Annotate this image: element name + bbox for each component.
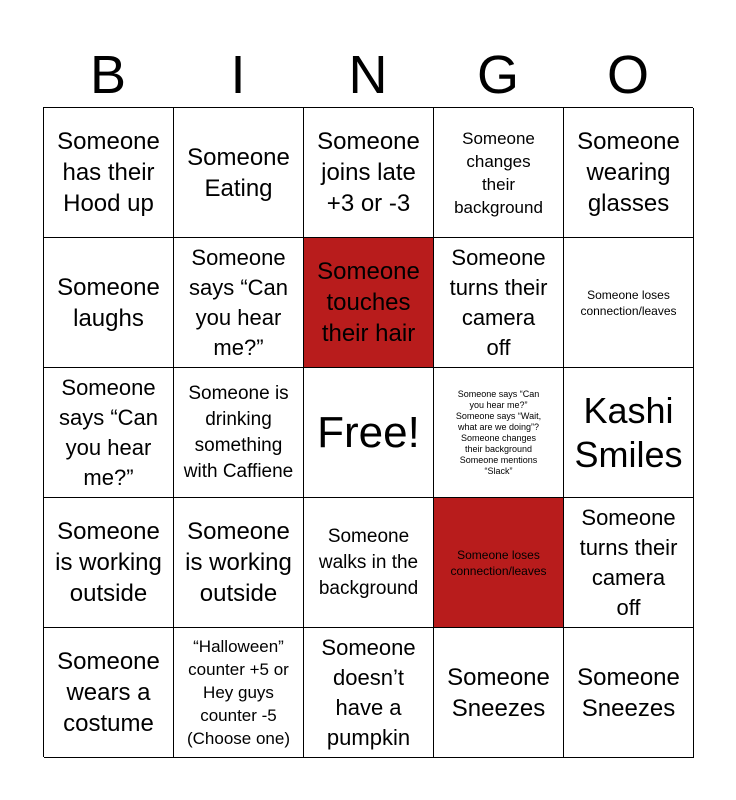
bingo-cell[interactable] <box>564 498 694 628</box>
header-letter-o: O <box>606 45 649 105</box>
bingo-cell-text: Someone wears a costume <box>57 648 160 737</box>
bingo-header <box>43 42 693 108</box>
bingo-cell-text: Someone walks in the background <box>318 525 419 599</box>
bingo-cell-text: Someone doesn’t have a pumpkin <box>321 634 416 750</box>
bingo-cell-text: Someone touches their hair <box>317 258 420 347</box>
bingo-board <box>43 107 693 757</box>
bingo-cell-text: Someone loses connection/leaves <box>450 547 547 578</box>
bingo-cell-text: Someone joins late +3 or -3 <box>317 128 420 217</box>
bingo-cell[interactable] <box>174 498 304 628</box>
bingo-cell[interactable] <box>44 498 174 628</box>
bingo-cell[interactable] <box>434 238 564 368</box>
bingo-cell-text: Someone is drinking something with Caffiene <box>183 382 294 482</box>
bingo-cell[interactable] <box>174 368 304 498</box>
bingo-cell-text: Free! <box>317 407 420 457</box>
bingo-cell-text: “Halloween” counter +5 or Hey guys counter -5 (Choose one) <box>186 637 290 748</box>
bingo-cell[interactable] <box>304 368 434 498</box>
bingo-cell[interactable] <box>434 368 564 498</box>
bingo-cell-text: Someone wearing glasses <box>577 128 680 217</box>
bingo-cell-text: Kashi Smiles <box>574 389 683 475</box>
bingo-cell[interactable] <box>44 368 174 498</box>
bingo-cell-text: Someone says “Can you hear me?” <box>58 374 159 490</box>
bingo-cell-text: Someone Eating <box>187 143 290 202</box>
bingo-cell-text: Someone says “Can you hear me?” <box>188 244 289 360</box>
bingo-cell[interactable] <box>564 628 694 758</box>
bingo-cell[interactable] <box>304 628 434 758</box>
bingo-cell[interactable] <box>174 628 304 758</box>
bingo-cell[interactable] <box>304 498 434 628</box>
bingo-cell[interactable] <box>434 628 564 758</box>
header-letter-n: N <box>348 45 388 105</box>
bingo-cell[interactable] <box>564 238 694 368</box>
bingo-cell-text: Someone loses connection/leaves <box>580 287 677 318</box>
bingo-cell-text: Someone Sneezes <box>577 663 680 722</box>
header-letter-b: B <box>89 45 127 105</box>
bingo-cell-text: Someone Sneezes <box>447 663 550 722</box>
bingo-cell[interactable] <box>44 238 174 368</box>
bingo-cell[interactable] <box>564 108 694 238</box>
bingo-cell-marked[interactable] <box>304 238 434 368</box>
header-letter-i: I <box>230 45 246 105</box>
bingo-cell[interactable] <box>174 238 304 368</box>
bingo-cell-text: Someone laughs <box>57 273 160 332</box>
bingo-cell-text: Someone turns their camera off <box>449 244 548 360</box>
bingo-cell-text: Someone changes their background <box>454 128 543 217</box>
bingo-cell-text: Someone is working outside <box>185 518 292 607</box>
bingo-cell[interactable] <box>174 108 304 238</box>
bingo-cell[interactable] <box>434 108 564 238</box>
bingo-cell[interactable] <box>44 628 174 758</box>
bingo-cell-text: Someone is working outside <box>55 518 162 607</box>
bingo-cell[interactable] <box>564 368 694 498</box>
bingo-cell[interactable] <box>44 108 174 238</box>
header-letter-g: G <box>476 45 519 105</box>
bingo-cell[interactable] <box>304 108 434 238</box>
bingo-cell-text: Someone has their Hood up <box>57 128 160 217</box>
bingo-cell-marked[interactable] <box>434 498 564 628</box>
bingo-cell-text: Someone says “Can you hear me?” Someone says “Wait, what are we doing”? Someone changes their background Someone mentions “Slack” <box>455 388 542 476</box>
bingo-cell-text: Someone turns their camera off <box>579 504 678 620</box>
